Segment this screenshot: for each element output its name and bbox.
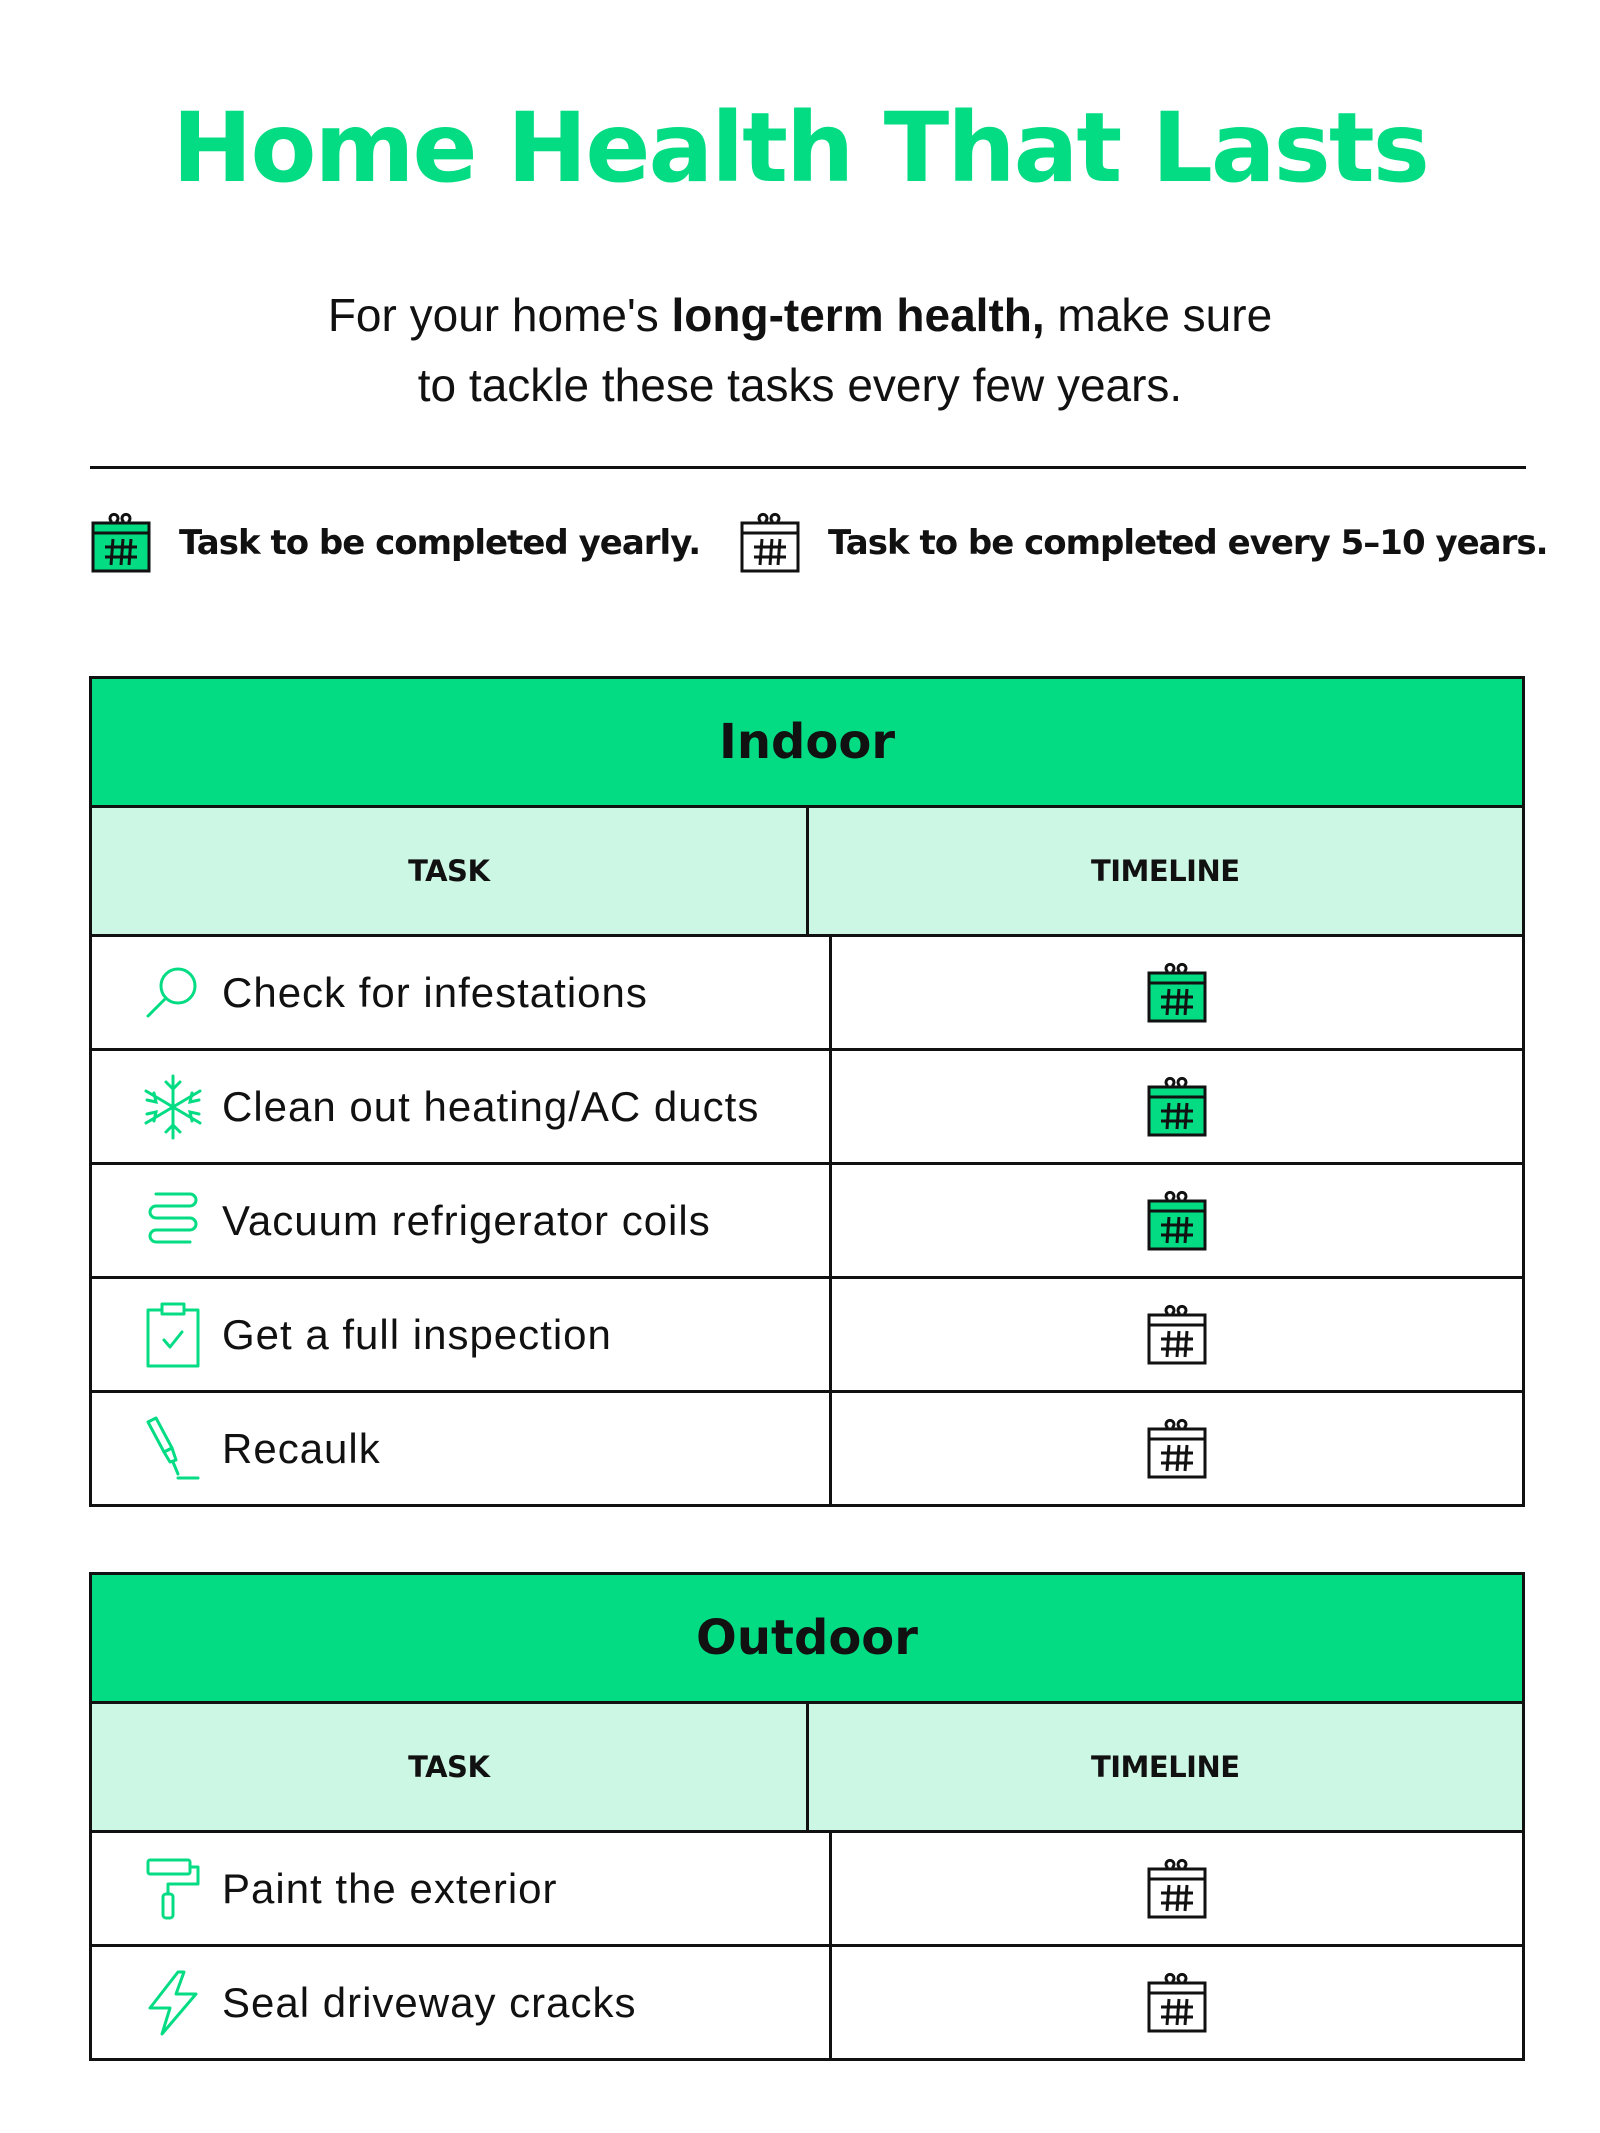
legend-periodic-label: Task to be completed every 5–10 years.: [828, 523, 1548, 563]
task-label: Recaulk: [222, 1424, 381, 1472]
calendar-outline-icon: [1145, 1855, 1209, 1923]
indoor-column-headers: [92, 808, 1522, 937]
legend-periodic: [738, 508, 1548, 578]
snowflake-icon: [138, 1072, 208, 1142]
table-row: [92, 1279, 1522, 1393]
clipboard-check-icon: [138, 1300, 208, 1370]
table-row: [92, 1165, 1522, 1279]
task-cell: [92, 1947, 832, 2058]
calendar-outline-icon: [1145, 1301, 1209, 1369]
divider: [90, 466, 1526, 469]
magnifier-icon: [138, 958, 208, 1028]
column-header-timeline: TIMELINE: [1090, 1750, 1240, 1784]
table-row: [92, 1051, 1522, 1165]
indoor-heading: Indoor: [92, 679, 1522, 808]
caulk-gun-icon: [138, 1414, 208, 1484]
subtitle-line-2: to tackle these tasks every few years.: [417, 359, 1183, 411]
paint-roller-icon: [138, 1854, 208, 1924]
task-cell: [92, 937, 832, 1048]
calendar-outline-icon: [738, 508, 802, 578]
calendar-filled-icon: [89, 508, 153, 578]
task-label: Check for infestations: [222, 968, 648, 1016]
column-header-timeline: TIMELINE: [1090, 854, 1240, 888]
task-label: Clean out heating/AC ducts: [222, 1082, 760, 1130]
indoor-table: [89, 676, 1525, 1507]
outdoor-table: [89, 1572, 1525, 2061]
task-cell: [92, 1393, 832, 1504]
task-cell: [92, 1833, 832, 1944]
task-label: Paint the exterior: [222, 1864, 558, 1912]
calendar-filled-icon: [1145, 959, 1209, 1027]
outdoor-column-headers: [92, 1704, 1522, 1833]
calendar-outline-icon: [1145, 1415, 1209, 1483]
task-cell: [92, 1279, 832, 1390]
page-subtitle: [200, 280, 1400, 420]
calendar-filled-icon: [1145, 1073, 1209, 1141]
task-label: Get a full inspection: [222, 1310, 612, 1358]
subtitle-text-pre: For your home's: [327, 289, 672, 341]
task-label: Seal driveway cracks: [222, 1978, 637, 2026]
timeline-cell: [832, 1279, 1523, 1390]
subtitle-text-post: make sure: [1044, 289, 1273, 341]
calendar-outline-icon: [1145, 1969, 1209, 2037]
outdoor-heading: Outdoor: [92, 1575, 1522, 1704]
task-cell: [92, 1051, 832, 1162]
table-row: [92, 1833, 1522, 1947]
legend-yearly-label: Task to be completed yearly.: [179, 523, 701, 563]
timeline-cell: [832, 1051, 1523, 1162]
timeline-cell: [832, 1833, 1523, 1944]
legend-yearly: [89, 508, 700, 578]
coil-icon: [138, 1186, 208, 1256]
table-row: [92, 1947, 1522, 2058]
timeline-cell: [832, 937, 1523, 1048]
task-cell: [92, 1165, 832, 1276]
timeline-cell: [832, 1165, 1523, 1276]
subtitle-bold: long-term health,: [671, 289, 1045, 341]
column-header-task: TASK: [92, 808, 809, 934]
timeline-cell: [832, 1393, 1523, 1504]
table-row: [92, 1393, 1522, 1504]
timeline-cell: [832, 1947, 1523, 2058]
page-title: Home Health That Lasts: [172, 92, 1428, 204]
table-row: [92, 937, 1522, 1051]
task-label: Vacuum refrigerator coils: [222, 1196, 711, 1244]
calendar-filled-icon: [1145, 1187, 1209, 1255]
lightning-icon: [138, 1968, 208, 2038]
column-header-task: TASK: [92, 1704, 809, 1830]
